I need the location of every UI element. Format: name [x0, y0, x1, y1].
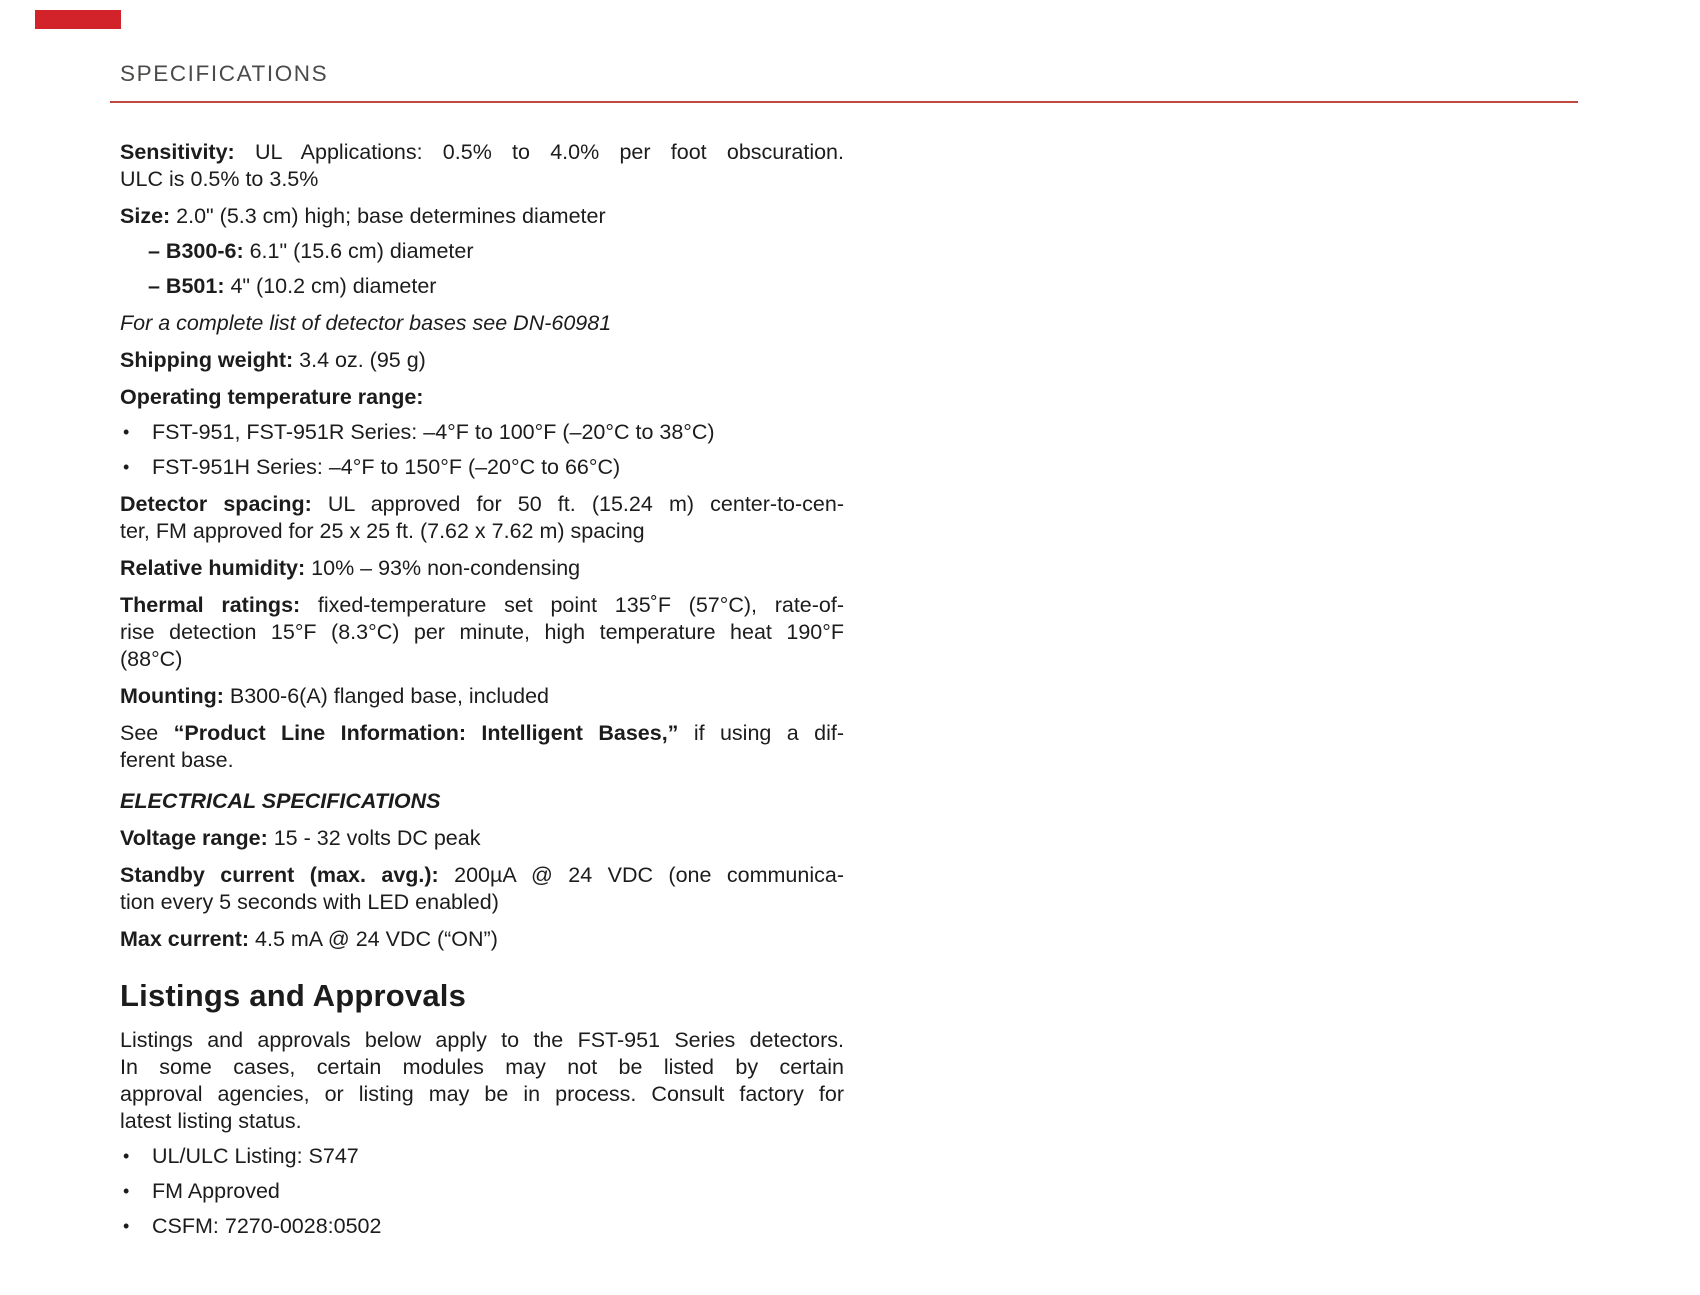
block-bullet-7 [120, 419, 844, 446]
text-segment: approval agencies, or listing may be in process. Consult factory for [120, 1082, 844, 1106]
text-segment: (88°C) [120, 647, 183, 671]
block-para-4 [120, 310, 844, 337]
text-line [120, 139, 844, 166]
block-bullet-8 [120, 454, 844, 481]
text-segment: Listings and Approvals [120, 978, 467, 1013]
block-dash-2 [120, 238, 844, 265]
text-segment: Thermal ratings: [120, 593, 301, 617]
bullet-icon: • [123, 422, 130, 442]
text-segment: FST-951, FST-951R Series: –4°F to 100°F (–20°C to 38°C) [152, 420, 715, 444]
text-segment: Operating temperature range: [120, 385, 424, 409]
text-line [120, 592, 844, 619]
text-line [120, 518, 844, 545]
block-para-1 [120, 203, 844, 230]
text-segment: 3.4 oz. (95 g) [293, 348, 426, 372]
block-para-10 [120, 555, 844, 582]
text-segment: ELECTRICAL SPECIFICATIONS [120, 789, 441, 813]
text-segment: For a complete list of detector bases see DN-60981 [120, 311, 612, 335]
text-segment: if using a dif- [678, 721, 844, 745]
text-segment: Max current: [120, 927, 250, 951]
text-line [120, 683, 844, 710]
text-line [120, 384, 844, 411]
block-para-0 [120, 139, 844, 193]
text-line [120, 1081, 844, 1108]
text-segment: 4.5 mA @ 24 VDC (“ON”) [249, 927, 498, 951]
text-segment: 10% – 93% non-condensing [305, 556, 581, 580]
text-line [123, 1213, 844, 1240]
text-segment: – B300-6: [148, 239, 244, 263]
text-segment: FM Approved [152, 1179, 280, 1203]
text-segment: FST-951H Series: –4°F to 150°F (–20°C to 66°C) [152, 455, 621, 479]
text-segment: CSFM: 7270-0028:0502 [152, 1214, 382, 1238]
page-corner-mark [35, 10, 121, 29]
text-line [120, 491, 844, 518]
text-line [120, 926, 844, 953]
block-para-9 [120, 491, 844, 545]
bullet-icon: • [123, 1146, 130, 1166]
text-segment: Standby current (max. avg.): [120, 863, 439, 887]
text-segment: latest listing status. [120, 1109, 302, 1133]
block-para-12 [120, 683, 844, 710]
text-line [120, 747, 844, 774]
block-para-11 [120, 592, 844, 673]
text-segment: “Product Line Information: Intelligent Bases,” [173, 721, 679, 745]
text-segment: Voltage range: [120, 826, 268, 850]
text-line [120, 720, 844, 747]
bullet-icon: • [123, 1181, 130, 1201]
text-line [120, 310, 844, 337]
text-segment: 15 - 32 volts DC peak [267, 826, 481, 850]
text-segment: In some cases, certain modules may not be listed by certain [120, 1055, 844, 1079]
text-segment: rise detection 15°F (8.3°C) per minute, high temperature heat 190°F [120, 620, 844, 644]
text-line [123, 454, 844, 481]
text-segment: Sensitivity: [120, 140, 235, 164]
text-segment: Relative humidity: [120, 556, 306, 580]
spec-content-column [120, 139, 844, 1240]
text-line [120, 347, 844, 374]
text-segment: B300-6(A) flanged base, included [223, 684, 549, 708]
text-line [148, 273, 844, 300]
text-line [120, 619, 844, 646]
text-segment: ter, FM approved for 25 x 25 ft. (7.62 x 7.62 m) spacing [120, 519, 645, 543]
text-segment: Size: [120, 204, 171, 228]
text-segment: tion every 5 seconds with LED enabled) [120, 890, 499, 914]
block-para-15 [120, 825, 844, 852]
text-line [120, 889, 844, 916]
text-line [148, 238, 844, 265]
block-para-13 [120, 720, 844, 774]
text-line [120, 977, 844, 1015]
text-line [120, 862, 844, 889]
text-line [120, 788, 844, 815]
block-bullet-22 [120, 1213, 844, 1240]
text-line [120, 825, 844, 852]
text-line [123, 1178, 844, 1205]
block-h1-18 [120, 977, 844, 1015]
text-line [123, 419, 844, 446]
text-segment: Listings and approvals below apply to the FST-951 Series detectors. [120, 1028, 844, 1052]
block-para-5 [120, 347, 844, 374]
text-segment: 2.0" (5.3 cm) high; base determines diameter [170, 204, 606, 228]
text-line [120, 203, 844, 230]
text-segment: 200µA @ 24 VDC (one communica- [438, 863, 844, 887]
text-segment: Shipping weight: [120, 348, 294, 372]
block-subhead-14 [120, 788, 844, 815]
text-line [120, 646, 844, 673]
text-segment: UL approved for 50 ft. (15.24 m) center-to-cen- [311, 492, 844, 516]
text-segment: Mounting: [120, 684, 224, 708]
text-segment: – B501: [148, 274, 225, 298]
text-line [123, 1143, 844, 1170]
text-line [120, 1027, 844, 1054]
text-segment: ferent base. [120, 748, 234, 772]
block-dash-3 [120, 273, 844, 300]
text-line [120, 1108, 844, 1135]
text-segment: UL Applications: 0.5% to 4.0% per foot obscuration. [234, 140, 844, 164]
section-divider-rule [110, 101, 1578, 103]
text-segment: See [120, 721, 174, 745]
block-para-6 [120, 384, 844, 411]
block-bullet-21 [120, 1178, 844, 1205]
bullet-icon: • [123, 1216, 130, 1236]
text-segment: 6.1" (15.6 cm) diameter [243, 239, 474, 263]
text-line [120, 555, 844, 582]
text-segment: fixed-temperature set point 135˚F (57°C), rate-of- [300, 593, 844, 617]
text-segment: UL/ULC Listing: S747 [152, 1144, 359, 1168]
block-para-19 [120, 1027, 844, 1135]
text-line [120, 1054, 844, 1081]
section-header-specifications: SPECIFICATIONS [120, 61, 329, 86]
block-para-17 [120, 926, 844, 953]
block-para-16 [120, 862, 844, 916]
text-segment: 4" (10.2 cm) diameter [224, 274, 437, 298]
text-segment: ULC is 0.5% to 3.5% [120, 167, 319, 191]
text-segment: Detector spacing: [120, 492, 312, 516]
block-bullet-20 [120, 1143, 844, 1170]
bullet-icon: • [123, 457, 130, 477]
text-line [120, 166, 844, 193]
